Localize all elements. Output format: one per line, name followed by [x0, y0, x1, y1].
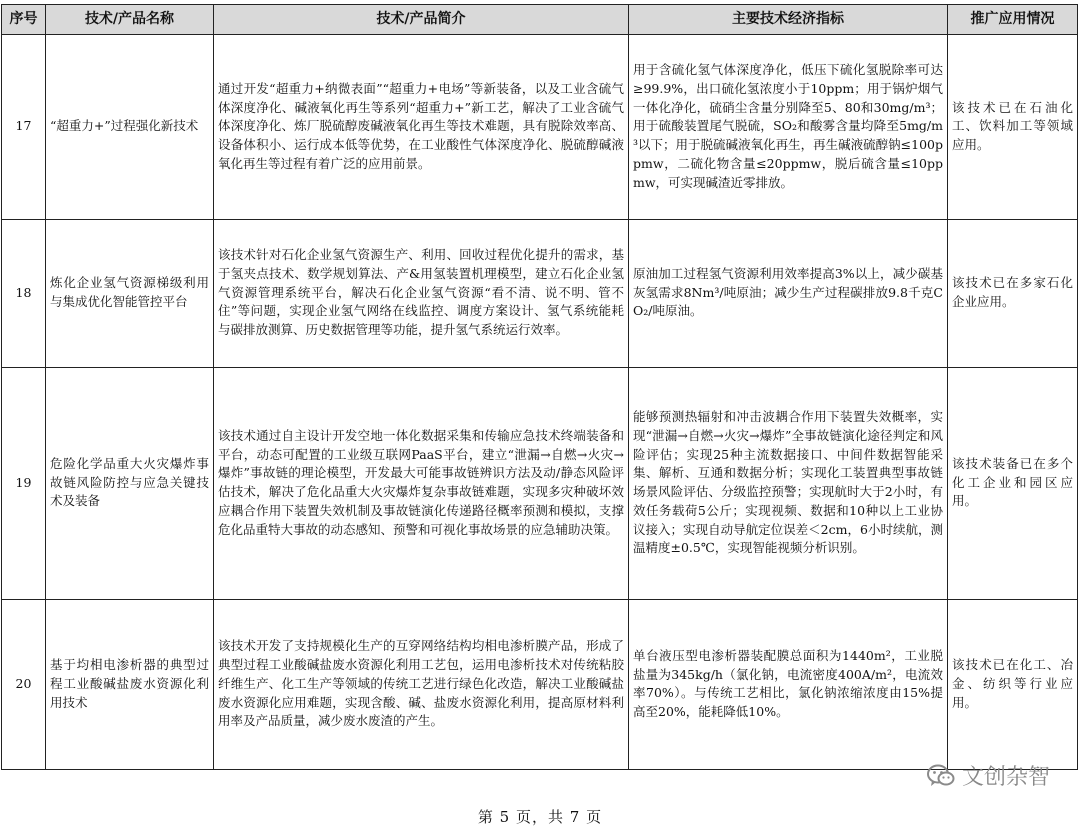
- table-row: [2, 35, 1078, 220]
- row-name: 基于均相电渗析器的典型过程工业酸碱盐废水资源化利用技术: [46, 599, 214, 769]
- technology-table: [1, 4, 1078, 770]
- row-indicators: 单台液压型电渗析器装配膜总面积为1440m²，工业脱盐量为345kg/h（氯化钠，电流密度400A/m²，电流效率70%）。与传统工艺相比，氯化钠浓缩浓度由15%提高至20%，能耗降低10%。: [629, 599, 948, 769]
- row-application: 该技术已在石油化工、饮料加工等领域应用。: [948, 35, 1078, 220]
- table-row: [2, 599, 1078, 769]
- row-name: “超重力+”过程强化新技术: [46, 35, 214, 220]
- table-header-row: [2, 5, 1078, 35]
- row-indicators: 能够预测热辐射和冲击波耦合作用下装置失效概率，实现“泄漏→自燃→火灾→爆炸”全事故链演化途径判定和风险评估；实现25种主流数据接口、中间件数据智能采集、解析、互通和数据分析；实现化工装置典型事故链场景风险评估、分级监控预警；实现航时大于2小时，有效任务载荷5公斤；实现视频、数据和10种以上工业协议接入；实现自动导航定位误差＜2cm，6小时续航，测温精度±0.5℃，实现智能视频分析识别。: [629, 367, 948, 599]
- watermark-text: 文创杂智: [961, 765, 1050, 790]
- row-name: 危险化学品重大火灾爆炸事故链风险防控与应急关键技术及装备: [46, 367, 214, 599]
- header-intro: 技术/产品简介: [214, 5, 629, 35]
- wechat-icon: [926, 763, 956, 789]
- row-intro: 该技术针对石化企业氢气资源生产、利用、回收过程优化提升的需求，基于氢夹点技术、数学规划算法、产&用氢装置机理模型，建立石化企业氢气资源管理系统平台，解决石化企业氢气资源“看不清、说不明、管不住”等问题，实现企业氢气网络在线监控、调度方案设计、氢气系统能耗与碳排放测算、历史数据管理等功能，提升氢气系统运行效率。: [214, 219, 629, 367]
- row-intro: 该技术开发了支持规模化生产的互穿网络结构均相电渗析膜产品，形成了典型过程工业酸碱盐废水资源化利用工艺包，运用电渗析技术对传统粘胶纤维生产、化工生产等领域的传统工艺进行绿色化改造，解决工业酸碱盐废水资源化应用难题，实现含酸、碱、盐废水资源化利用，提高原材料利用率及产品质量，减少废水废渣的产生。: [214, 599, 629, 769]
- row-intro: 通过开发“超重力+纳微表面”“超重力+电场”等新装备，以及工业含硫气体深度净化、碱液氧化再生等系列“超重力+”新工艺，解决了工业含硫气体深度净化、炼厂脱硫醇废碱液氧化再生等技术难题，具有脱除效率高、设备体积小、运行成本低等优势，在工业酸性气体深度净化、脱硫醇碱液氧化再生等过程有着广泛的应用前景。: [214, 35, 629, 220]
- header-name: 技术/产品名称: [46, 5, 214, 35]
- row-indicators: 用于含硫化氢气体深度净化，低压下硫化氢脱除率可达≥99.9%，出口硫化氢浓度小于10ppm；用于锅炉烟气一体化净化，硫硝尘含量分别降至5、80和30mg/m³；用于硫酸装置尾气脱硫，SO₂和酸雾含量均降至5mg/m³以下；用于脱硫碱液氧化再生，再生碱液硫醇钠≤100ppmw，二硫化物含量≤20ppmw，脱后硫含量≤10ppmw，可实现碱渣近零排放。: [629, 35, 948, 220]
- watermark: [926, 760, 1050, 791]
- row-intro: 该技术通过自主设计开发空地一体化数据采集和传输应急技术终端装备和平台，动态可配置的工业级互联网PaaS平台，建立“泄漏→自燃→火灾→爆炸”事故链的理论模型，开发最大可能事故链辨识方法及动/静态风险评估技术，解决了危化品重大火灾爆炸复杂事故链难题，实现多灾种破坏效应耦合作用下装置失效机制及事故链演化传递路径概率预测和模拟，支撑危化品重特大事故的动态感知、预警和可视化事故场景的应急辅助决策。: [214, 367, 629, 599]
- header-seq: 序号: [2, 5, 46, 35]
- row-indicators: 原油加工过程氢气资源利用效率提高3%以上，减少碳基灰氢需求8Nm³/吨原油；减少生产过程碳排放9.8千克CO₂/吨原油。: [629, 219, 948, 367]
- row-application: 该技术已在多家石化企业应用。: [948, 219, 1078, 367]
- row-seq: 18: [2, 219, 46, 367]
- page-footer: 第 5 页，共 7 页: [477, 808, 603, 826]
- header-application: 推广应用情况: [948, 5, 1078, 35]
- row-seq: 20: [2, 599, 46, 769]
- row-application: 该技术装备已在多个化工企业和园区应用。: [948, 367, 1078, 599]
- row-application: 该技术已在化工、冶金、纺织等行业应用。: [948, 599, 1078, 769]
- row-seq: 19: [2, 367, 46, 599]
- table-row: [2, 367, 1078, 599]
- header-indicators: 主要技术经济指标: [629, 5, 948, 35]
- table-row: [2, 219, 1078, 367]
- row-name: 炼化企业氢气资源梯级利用与集成优化智能管控平台: [46, 219, 214, 367]
- row-seq: 17: [2, 35, 46, 220]
